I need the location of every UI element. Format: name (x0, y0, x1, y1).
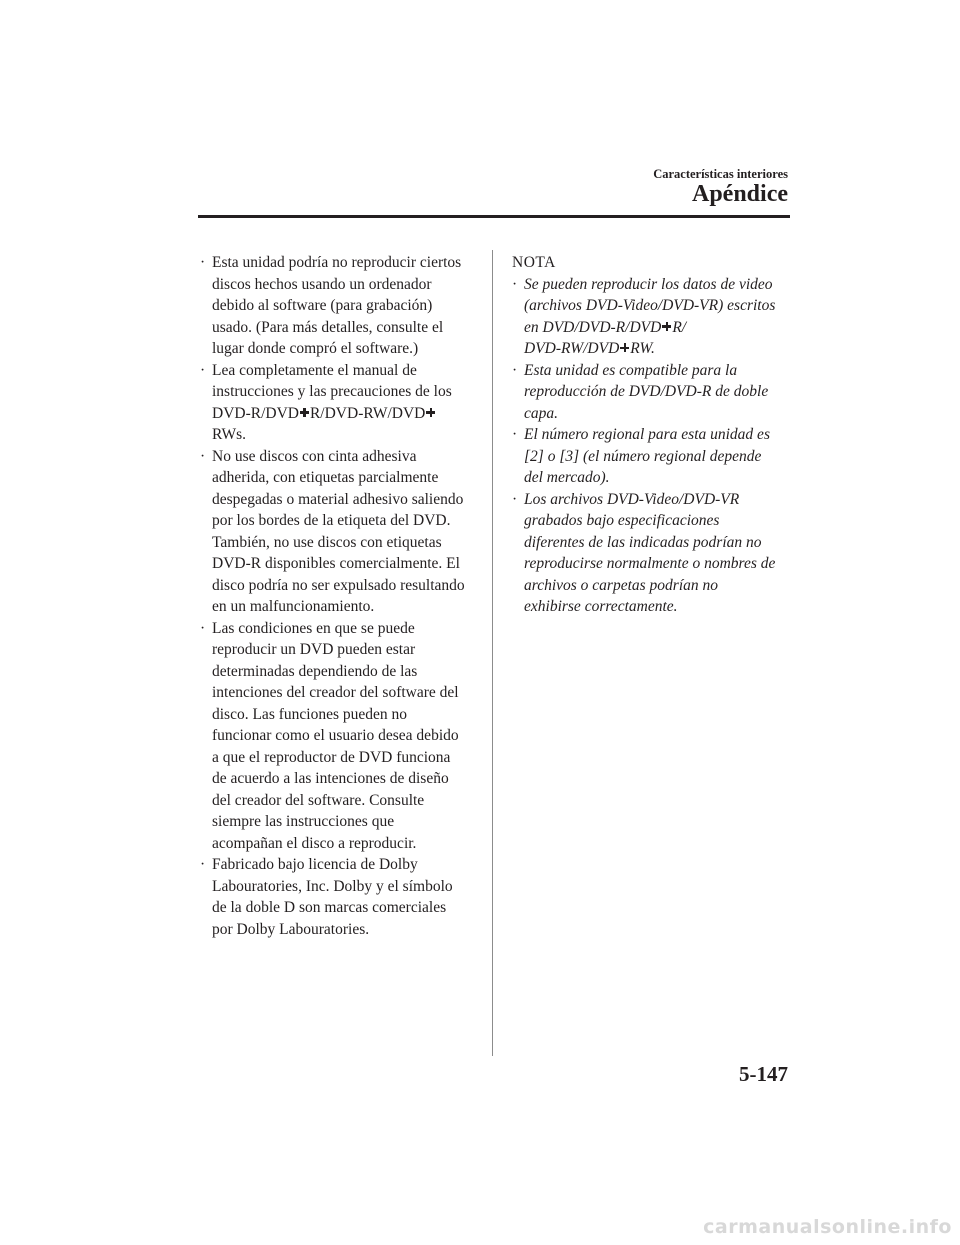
bullet-icon: · (200, 447, 206, 465)
text-line: archivos o carpetas podrían no (524, 576, 719, 594)
text-line: reproducción de DVD/DVD-R de doble (524, 383, 769, 400)
text-line: reproducirse normalmente o nombres de (524, 555, 776, 572)
text-line: DVD-R disponibles comercialmente. El (212, 555, 460, 572)
text-segment: DVD-RW/DVD (524, 340, 620, 357)
text-line: funcionar como el usuario desea debido (212, 727, 459, 744)
text-segment: en DVD/DVD-R/DVD (524, 318, 662, 336)
text-line: del mercado). (524, 469, 610, 486)
text-segment: RW. (630, 340, 655, 357)
plus-icon (662, 322, 671, 331)
text-line: acompañan el disco a reproducir. (212, 834, 417, 852)
column-divider (492, 250, 493, 1056)
text-line: grabados bajo especificaciones (524, 512, 720, 529)
list-item (198, 854, 478, 940)
text-line: RWs. (212, 426, 247, 443)
text-line: Se pueden reproducir los datos de video (524, 275, 773, 293)
text-line: Los archivos DVD-Video/DVD-VR (524, 490, 740, 508)
text-line: reproducir un DVD pueden estar (212, 641, 416, 658)
text-line: usado. (Para más detalles, consulte el (212, 318, 444, 336)
list-item (198, 252, 478, 360)
text-line: También, no use discos con etiquetas (212, 533, 442, 551)
note-bullet-list (510, 274, 792, 618)
text-line: [2] o [3] (el número regional depende (524, 447, 762, 465)
list-item (198, 446, 478, 618)
text-line: Esta unidad es compatible para la (524, 361, 738, 379)
list-item (198, 618, 478, 855)
text-line: No use discos con cinta adhesiva (212, 447, 417, 465)
text-line: diferentes de las indicadas podrían no (524, 533, 762, 551)
bullet-icon: · (200, 361, 206, 379)
text-line: Fabricado bajo licencia de Dolby (212, 856, 418, 873)
text-line: (archivos DVD-Video/DVD-VR) escritos (524, 297, 776, 314)
text-line: Esta unidad podría no reproducir ciertos (212, 254, 462, 271)
bullet-icon: · (200, 856, 206, 873)
note-column (510, 252, 792, 618)
text-line: Las condiciones en que se puede (212, 619, 415, 637)
text-line: de acuerdo a las intenciones de diseño (212, 770, 449, 787)
left-column (198, 252, 478, 940)
text-line: siempre las instrucciones que (212, 813, 395, 830)
text-line: a que el reproductor de DVD funciona (212, 748, 451, 766)
text-segment: R/ (672, 318, 687, 336)
text-line: lugar donde compró el software.) (212, 340, 419, 357)
note-label: NOTA (512, 254, 556, 271)
text-line: Labouratories, Inc. Dolby y el símbolo (212, 877, 453, 895)
text-line: por Dolby Labouratories. (212, 920, 370, 938)
bullet-icon: · (512, 361, 518, 379)
header-rule (198, 215, 790, 218)
bullet-icon: · (512, 490, 518, 508)
list-item (510, 424, 792, 489)
bullet-icon: · (200, 619, 206, 637)
text-line: discos hechos usando un ordenador (212, 275, 432, 293)
text-line: por los bordes de la etiqueta del DVD. (212, 512, 451, 529)
text-line: El número regional para esta unidad es (524, 426, 770, 443)
bullet-icon: · (200, 254, 206, 271)
text-line: disco podría no ser expulsado resultando (212, 576, 465, 594)
bullet-icon: · (512, 426, 518, 443)
bullet-icon: · (512, 275, 518, 293)
list-item (510, 360, 792, 425)
running-header-section: Características interiores (653, 167, 788, 181)
text-segment: R/DVD-RW/DVD (309, 404, 426, 422)
text-line: instrucciones y las precauciones de los (212, 383, 452, 400)
text-line: debido al software (para grabación) (212, 297, 433, 314)
running-header-chapter: Apéndice (692, 181, 788, 207)
watermark: carmanualsonline.info (703, 1216, 952, 1238)
list-item (198, 360, 478, 446)
text-line: del creador del software. Consulte (212, 791, 425, 809)
text-line: adherida, con etiquetas parcialmente (212, 469, 439, 486)
text-line: Lea completamente el manual de (212, 361, 417, 379)
plus-icon (300, 408, 309, 417)
text-line: exhibirse correctamente. (524, 598, 678, 615)
list-item (510, 274, 792, 360)
text-line: de la doble D son marcas comerciales (212, 899, 447, 916)
plus-icon (426, 408, 435, 417)
text-segment: DVD-R/DVD (212, 404, 299, 422)
text-line: capa. (524, 404, 559, 422)
page-number: 5-147 (739, 1062, 788, 1086)
left-bullet-list (198, 252, 478, 940)
text-line: despegadas o material adhesivo saliendo (212, 490, 464, 508)
text-line: intenciones del creador del software del (212, 684, 459, 701)
plus-icon (620, 343, 629, 352)
list-item (510, 489, 792, 618)
text-line: en un malfuncionamiento. (212, 598, 375, 615)
text-line: disco. Las funciones pueden no (212, 705, 407, 723)
text-line: determinadas dependiendo de las (212, 662, 418, 680)
